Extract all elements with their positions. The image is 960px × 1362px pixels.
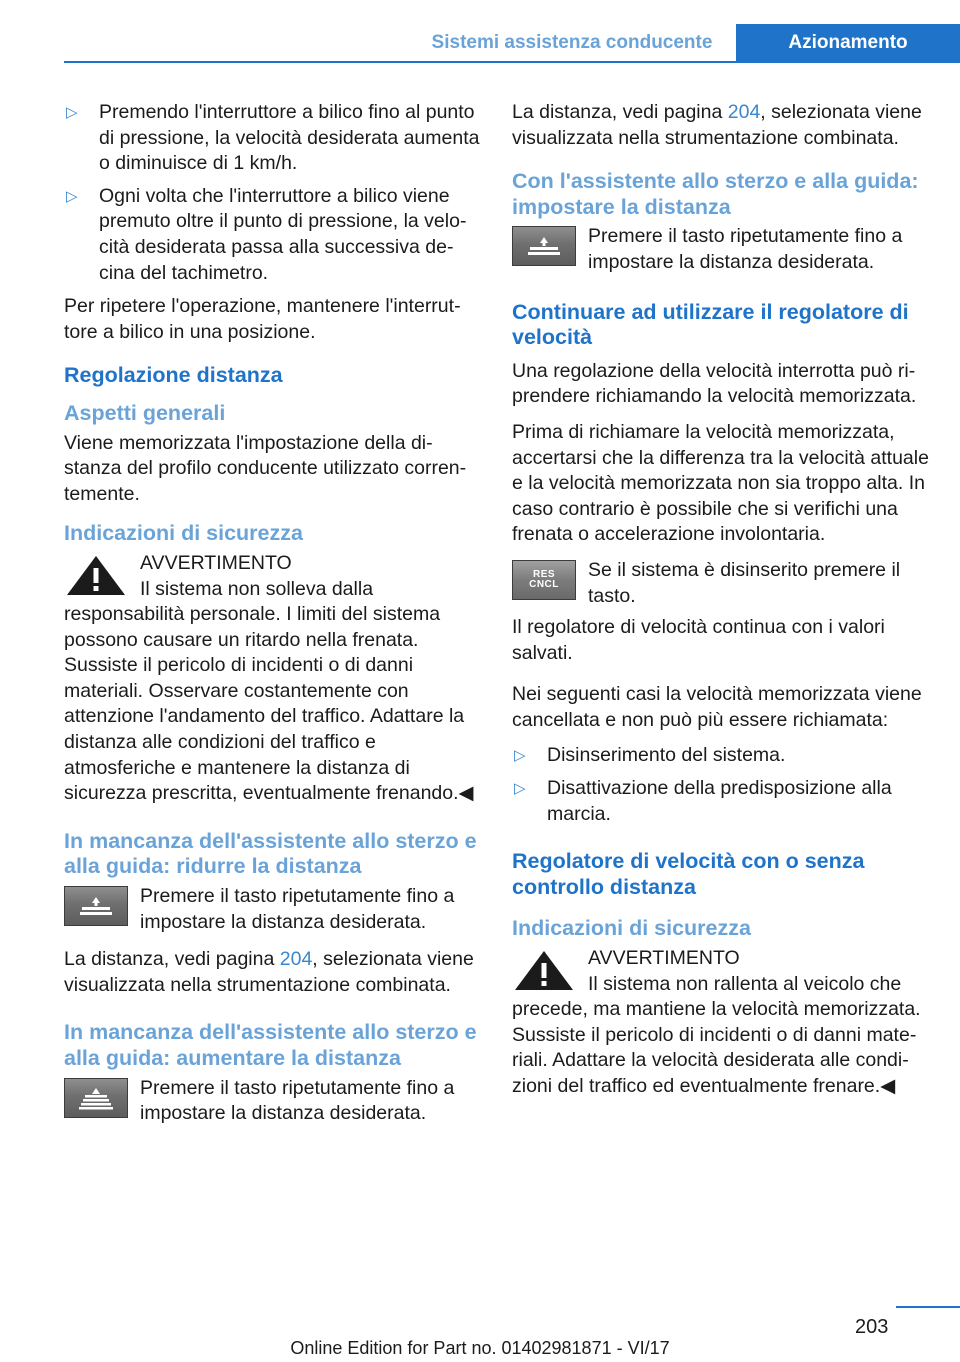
paragraph: Nei seguenti casi la velocità memorizzata viene cancellata e non può più essere richiamata: xyxy=(512,683,922,731)
button-instruction xyxy=(64,1076,482,1127)
page-link-204[interactable]: 204 xyxy=(727,101,761,123)
paragraph: Il regolatore di velocità continua con i valori salvati. xyxy=(512,616,885,664)
instruction-text: Se il sistema è disinserito premere il tasto. xyxy=(588,558,901,607)
triangle-bullet-icon: ▷ xyxy=(514,747,526,765)
header-chapter-tab: Azionamento xyxy=(736,24,960,62)
heading-regolatore-velocita: Regolatore di velocità con o senza controllo distanza xyxy=(512,849,865,899)
heading-impostare-distanza: Con l'assistente allo sterzo e alla guida: impostare la distanza xyxy=(512,169,919,219)
heading-indicazioni-sicurezza: Indicazioni di sicurezza xyxy=(64,521,303,546)
page-number: 203 xyxy=(855,1316,889,1338)
list-item: ▷ Premendo l'interruttore a bilico fino al punto di pressione, la velocità desiderata aumenta o diminuisce di 1 km/h. xyxy=(66,101,480,175)
warning-text: Il sistema non rallenta al veicolo che precede, ma mantiene la velocità memorizzata. Sussiste il pericolo di incidenti o di danni materiali. Adattare la velocità desiderata alle condizioni del traffico ed eventualmente frenare.◀ xyxy=(512,972,921,1097)
list-item: ▷ Ogni volta che l'interruttore a bilico viene premuto oltre il punto di pressione, la velocità desiderata passa alla successiva decina del tachimetro. xyxy=(66,184,467,284)
header-rule xyxy=(64,61,960,63)
heading-aspetti-generali: Aspetti generali xyxy=(64,400,226,425)
button-instruction xyxy=(64,884,482,935)
warning-block xyxy=(64,551,482,807)
warning-triangle-icon xyxy=(512,948,576,992)
button-instruction xyxy=(512,558,932,609)
instruction-text: Premere il tasto ripetutamente fino a impostare la distanza desiderata. xyxy=(588,225,903,273)
distance-set-button-icon xyxy=(512,226,576,266)
heading-regolazione-distanza: Regolazione distanza xyxy=(64,363,283,388)
paragraph: La distanza, vedi pagina 204, selezionata viene visualizzata nella strumentazione combinata. xyxy=(64,948,474,996)
left-column xyxy=(64,100,482,1139)
triangle-bullet-icon: ▷ xyxy=(66,104,78,121)
warning-triangle-icon xyxy=(64,553,128,597)
warning-title: AVVERTIMENTO xyxy=(588,947,740,970)
footer-edition: Online Edition for Part no. 01402981871 - VI/17 xyxy=(290,1338,670,1358)
instruction-text: Premere il tasto ripetutamente fino a impostare la distanza desiderata. xyxy=(140,1076,455,1125)
instruction-text: Premere il tasto ripetutamente fino a impostare la distanza desiderata. xyxy=(140,885,455,933)
bullet-list xyxy=(64,100,482,286)
triangle-bullet-icon: ▷ xyxy=(514,780,526,798)
warning-block xyxy=(512,946,932,1100)
paragraph: Viene memorizzata l'impostazione della distanza del profilo conducente utilizzato correntemente. xyxy=(64,431,467,505)
warning-text: Il sistema non solleva dalla responsabilità personale. I limiti del sistema possono causare un ritardo nella frenata. Sussiste il pericolo di incidenti o di danni materiali. Osservare costantemente con attenzione l'andamento del traffico. Adattare la distanza alle condizioni del traffico e atmosferiche e mantenere la distanza di sicurezza prescritta, eventualmente frenando.◀ xyxy=(64,577,474,805)
footer-rule xyxy=(896,1306,960,1308)
distance-increase-button-icon xyxy=(64,1078,128,1118)
list-item: ▷ Disattivazione della predisposizione alla marcia. xyxy=(514,777,892,825)
heading-continuare-regolatore: Continuare ad utilizzare il regolatore di velocità xyxy=(512,299,909,350)
distance-decrease-button-icon xyxy=(64,886,128,926)
res-cncl-button-icon: RES CNCL xyxy=(512,560,576,600)
page-link-204[interactable]: 204 xyxy=(279,948,313,971)
list-item: ▷ Disinserimento del sistema. xyxy=(512,743,932,769)
paragraph: Per ripetere l'operazione, mantenere l'interruttore a bilico in una posizione. xyxy=(64,295,461,343)
heading-aumentare-distanza: In mancanza dell'assistente allo sterzo e alla guida: aumentare la distanza xyxy=(64,1020,477,1070)
paragraph: Una regolazione della velocità interrotta può riprendere richiamando la velocità memorizzata. xyxy=(512,359,917,408)
heading-indicazioni-sicurezza: Indicazioni di sicurezza xyxy=(512,916,751,941)
warning-title: AVVERTIMENTO xyxy=(140,551,292,574)
bullet-list xyxy=(512,743,932,827)
heading-ridurre-distanza: In mancanza dell'assistente allo sterzo e alla guida: ridurre la distanza xyxy=(64,828,477,879)
paragraph: La distanza, vedi pagina 204, selezionata viene visualizzata nella strumentazione combinata. xyxy=(512,101,922,149)
button-instruction xyxy=(512,224,932,275)
header-section-title: Sistemi assistenza conducente xyxy=(431,32,713,53)
paragraph: Prima di richiamare la velocità memorizzata, accertarsi che la differenza tra la velocità attuale e la velocità memorizzata non sia troppo alta. In caso contrario è possibile che si verifichi una frenata o accelerazione involontaria. xyxy=(512,420,929,546)
triangle-bullet-icon: ▷ xyxy=(66,187,78,205)
right-column xyxy=(512,100,932,1106)
